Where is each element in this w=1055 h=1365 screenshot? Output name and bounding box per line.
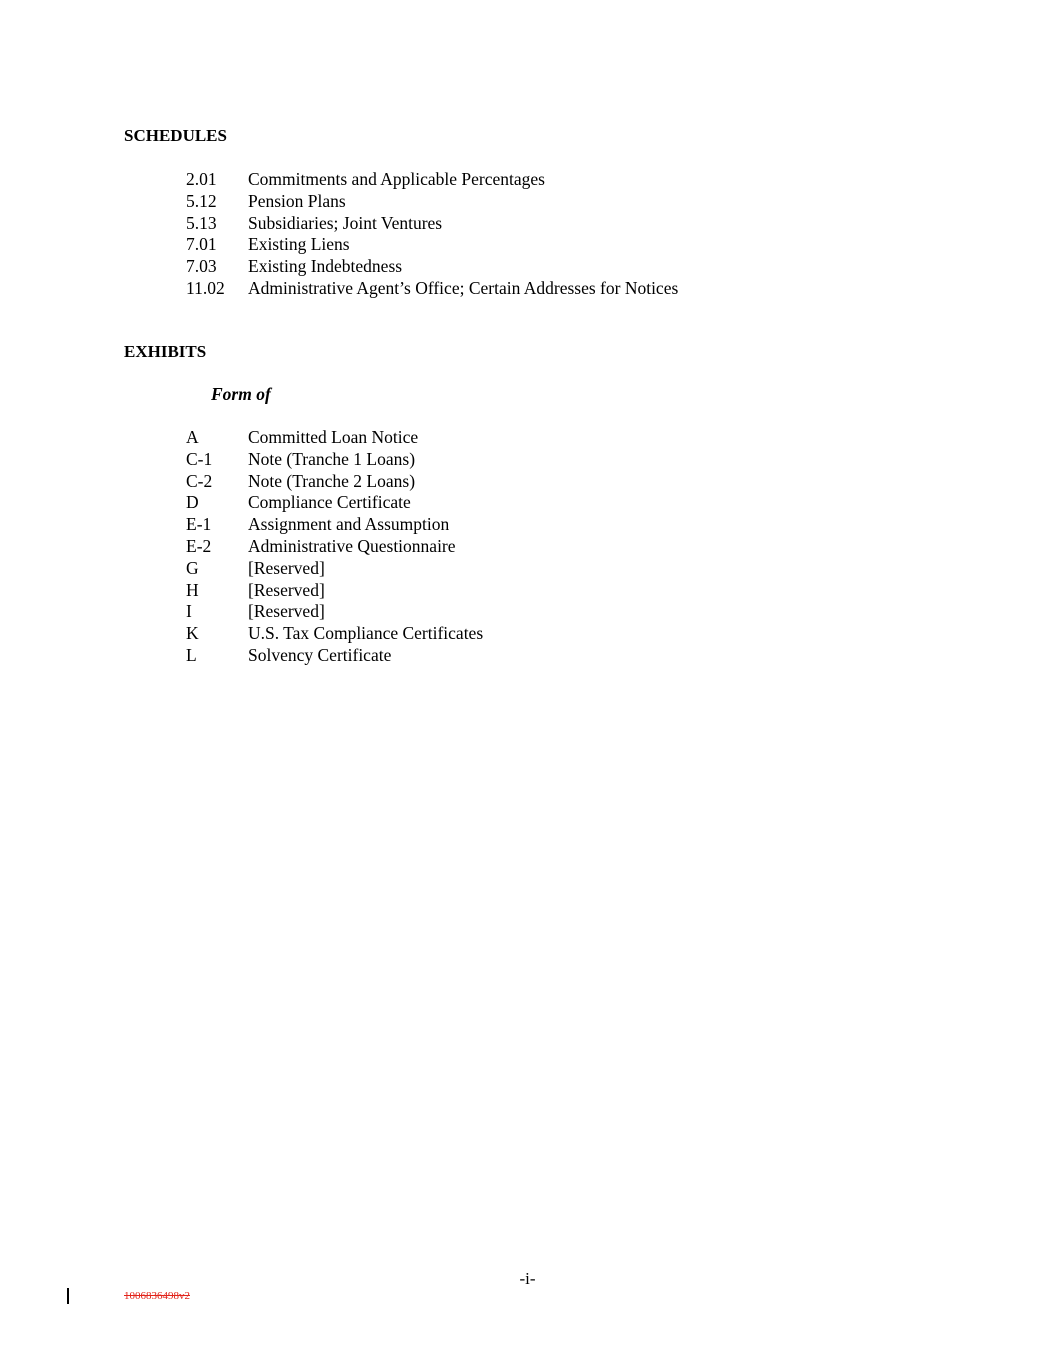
schedule-title: Existing Liens — [248, 234, 350, 255]
exhibit-number: E-2 — [186, 535, 212, 556]
schedule-number: 2.01 — [186, 169, 217, 189]
schedule-title: Administrative Agent’s Office; Certain Addresses for Notices — [248, 277, 679, 298]
exhibits-heading: EXHIBITS — [124, 342, 207, 361]
exhibit-title: Committed Loan Notice — [248, 427, 419, 447]
schedule-title: Existing Indebtedness — [248, 256, 403, 277]
schedule-number: 11.02 — [186, 277, 225, 298]
exhibit-number: E-1 — [186, 514, 212, 535]
exhibit-title: Assignment and Assumption — [248, 514, 450, 535]
exhibit-number: D — [186, 492, 199, 513]
schedule-title: Commitments and Applicable Percentages — [248, 169, 545, 189]
change-bar — [67, 1288, 69, 1304]
schedules-heading: SCHEDULES — [124, 126, 227, 145]
exhibit-number: L — [186, 644, 197, 665]
exhibits-subheading: Form of — [211, 384, 271, 404]
schedule-title: Subsidiaries; Joint Ventures — [248, 212, 443, 233]
exhibit-title: Administrative Questionnaire — [248, 535, 456, 556]
exhibit-title: Note (Tranche 1 Loans) — [248, 448, 416, 469]
exhibit-title: Solvency Certificate — [248, 644, 392, 665]
exhibit-number: G — [186, 557, 199, 578]
page-number: -i- — [519, 1269, 536, 1288]
schedule-title: Pension Plans — [248, 190, 346, 211]
exhibit-title: [Reserved] — [248, 579, 325, 600]
exhibit-number: H — [186, 579, 199, 600]
exhibit-number: C-2 — [186, 470, 213, 491]
exhibit-number: K — [186, 623, 199, 644]
exhibit-number: A — [186, 427, 199, 447]
exhibit-title: U.S. Tax Compliance Certificates — [248, 623, 484, 644]
schedule-number: 7.03 — [186, 256, 217, 277]
exhibit-title: Note (Tranche 2 Loans) — [248, 470, 416, 491]
schedule-number: 5.13 — [186, 212, 217, 233]
exhibit-title: [Reserved] — [248, 557, 325, 578]
schedule-number: 5.12 — [186, 190, 217, 211]
exhibit-title: Compliance Certificate — [248, 492, 411, 513]
exhibit-number: C-1 — [186, 448, 213, 469]
schedule-number: 7.01 — [186, 234, 217, 255]
document-id: 1006836498v2 — [124, 1290, 190, 1302]
exhibit-title: [Reserved] — [248, 601, 325, 622]
exhibit-number: I — [186, 601, 192, 622]
